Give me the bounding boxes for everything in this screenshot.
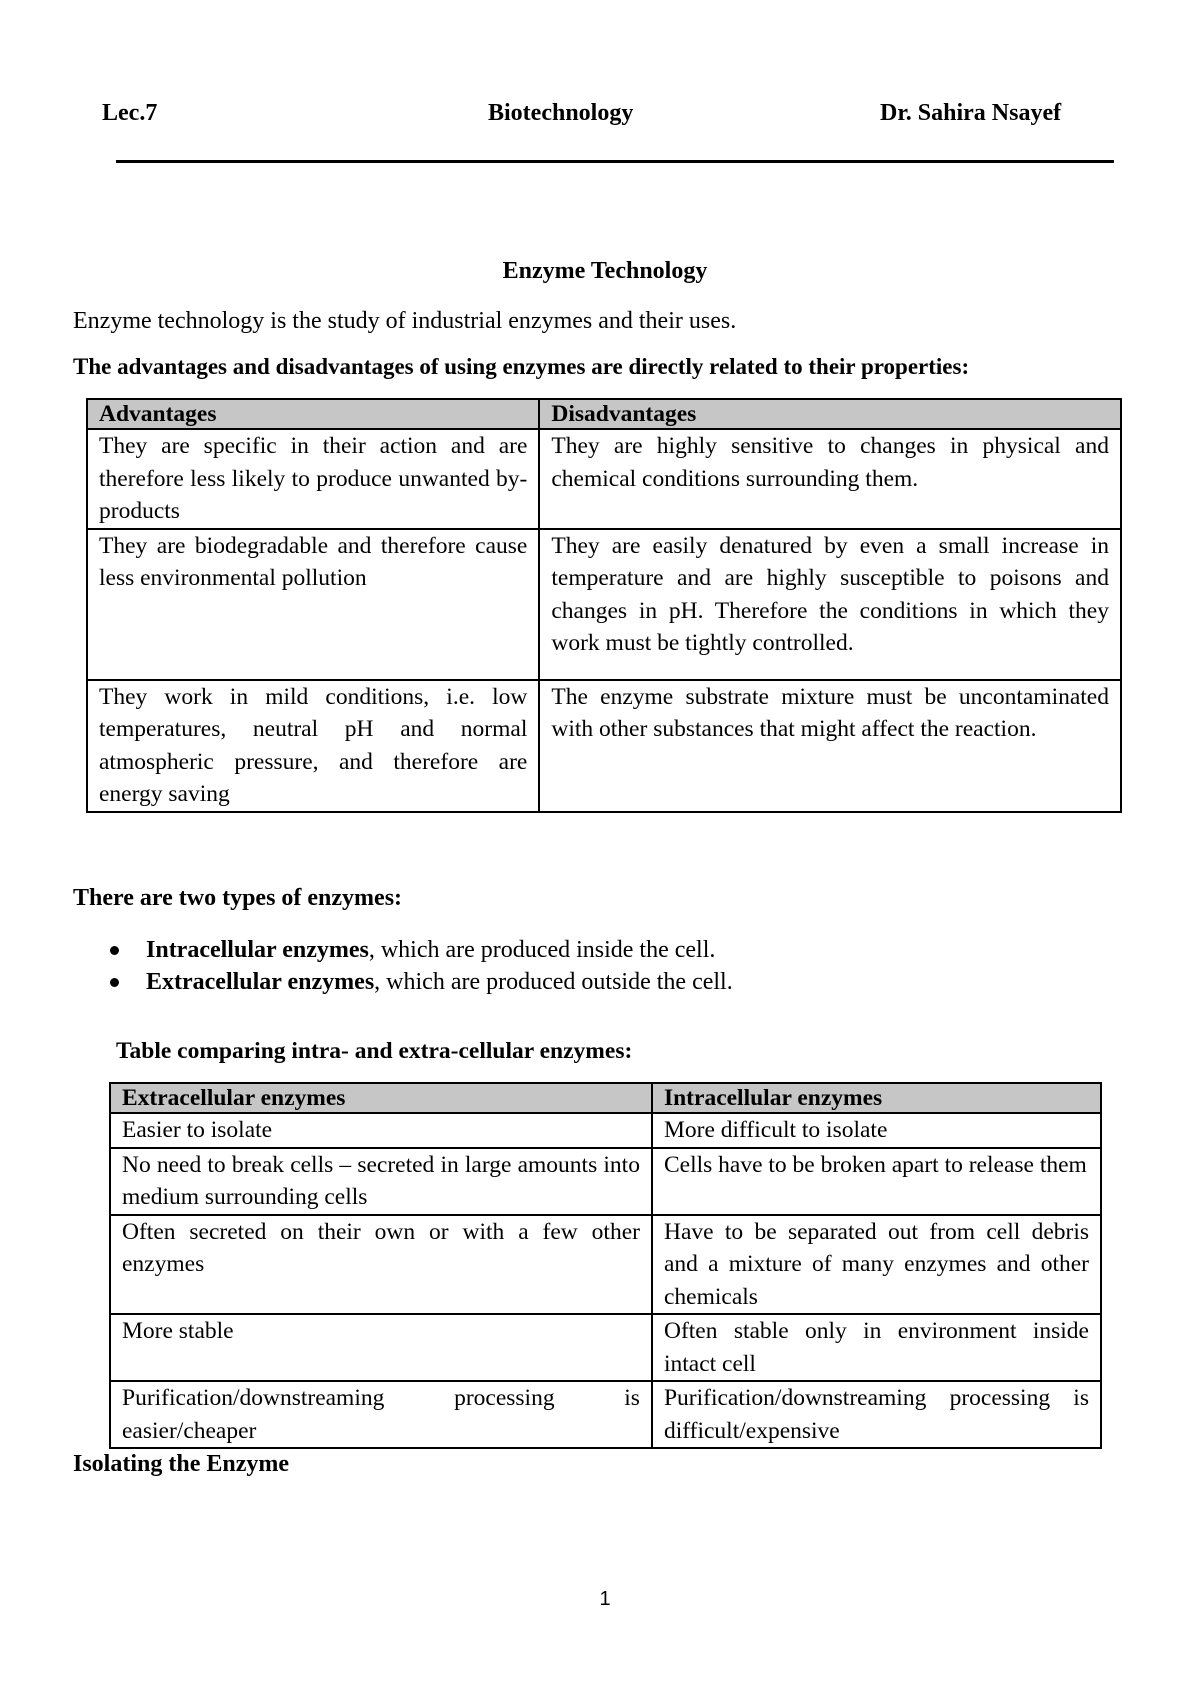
- header-rule: [116, 160, 1114, 163]
- extracellular-cell: Easier to isolate: [110, 1113, 652, 1148]
- advantage-cell: They work in mild conditions, i.e. low temperatures, neutral pH and normal atmospheric pressure, and therefore are energy saving: [87, 680, 539, 812]
- bullet-term: Extracellular enzymes: [146, 969, 375, 995]
- author-name: Dr. Sahira Nsayef: [880, 100, 1062, 126]
- extracellular-cell: No need to break cells – secreted in large amounts into medium surrounding cells: [110, 1148, 652, 1215]
- intracellular-cell: Cells have to be broken apart to release them: [652, 1148, 1101, 1215]
- properties-lead: The advantages and disadvantages of using enzymes are directly related to their properties:: [73, 354, 970, 379]
- disadvantage-cell: They are easily denatured by even a small increase in temperature and are highly susceptible to poisons and changes in pH. Therefore the conditions in which they work must be tightly controlled.: [539, 529, 1121, 680]
- table-row: [87, 529, 1121, 680]
- intracellular-cell: Purification/downstreaming processing is difficult/expensive: [652, 1381, 1101, 1448]
- header-intracellular: Intracellular enzymes: [652, 1083, 1101, 1113]
- comparison-table-caption: Table comparing intra- and extra-cellular enzymes:: [116, 1038, 633, 1064]
- intro-paragraph: Enzyme technology is the study of industrial enzymes and their uses.: [73, 308, 737, 334]
- disadvantage-cell: The enzyme substrate mixture must be uncontaminated with other substances that might affect the reaction.: [539, 680, 1121, 812]
- list-item: [100, 966, 733, 998]
- document-title: Enzyme Technology: [502, 258, 708, 284]
- isolating-heading: Isolating the Enzyme: [73, 1451, 289, 1477]
- course-name: Biotechnology: [488, 100, 634, 126]
- list-item: [100, 934, 733, 966]
- intracellular-cell: More difficult to isolate: [652, 1113, 1101, 1148]
- lecture-number: Lec.7: [102, 100, 158, 126]
- advantage-cell: They are specific in their action and are therefore less likely to produce unwanted by-products: [87, 429, 539, 529]
- table-row: [87, 429, 1121, 529]
- table-row: [110, 1314, 1101, 1381]
- table-row: [110, 1215, 1101, 1315]
- bullet-icon: [110, 946, 119, 955]
- disadvantage-cell: They are highly sensitive to changes in physical and chemical conditions surrounding them.: [539, 429, 1121, 529]
- bullet-term: Intracellular enzymes: [146, 937, 369, 963]
- intracellular-cell: Have to be separated out from cell debris and a mixture of many enzymes and other chemicals: [652, 1215, 1101, 1315]
- enzyme-types-heading: There are two types of enzymes:: [73, 885, 403, 911]
- table-row: [110, 1148, 1101, 1215]
- table-header-row: [87, 399, 1121, 429]
- table-row: [110, 1113, 1101, 1148]
- intracellular-cell: Often stable only in environment inside intact cell: [652, 1314, 1101, 1381]
- bullet-text: , which are produced outside the cell.: [374, 969, 733, 995]
- comparison-table: [109, 1082, 1102, 1449]
- header-advantages: Advantages: [87, 399, 539, 429]
- table-header-row: [110, 1083, 1101, 1113]
- page-number: 1: [599, 1588, 611, 1610]
- header-extracellular: Extracellular enzymes: [110, 1083, 652, 1113]
- bullet-icon: [110, 978, 119, 987]
- extracellular-cell: Purification/downstreaming processing is easier/cheaper: [110, 1381, 652, 1448]
- enzyme-types-list: [100, 934, 733, 998]
- header-disadvantages: Disadvantages: [539, 399, 1121, 429]
- page-header: [0, 100, 1200, 140]
- advantage-cell: They are biodegradable and therefore cause less environmental pollution: [87, 529, 539, 680]
- table-row: [110, 1381, 1101, 1448]
- bullet-text: , which are produced inside the cell.: [368, 937, 716, 963]
- extracellular-cell: More stable: [110, 1314, 652, 1381]
- extracellular-cell: Often secreted on their own or with a few other enzymes: [110, 1215, 652, 1315]
- advantages-table: [86, 398, 1122, 813]
- table-row: [87, 680, 1121, 812]
